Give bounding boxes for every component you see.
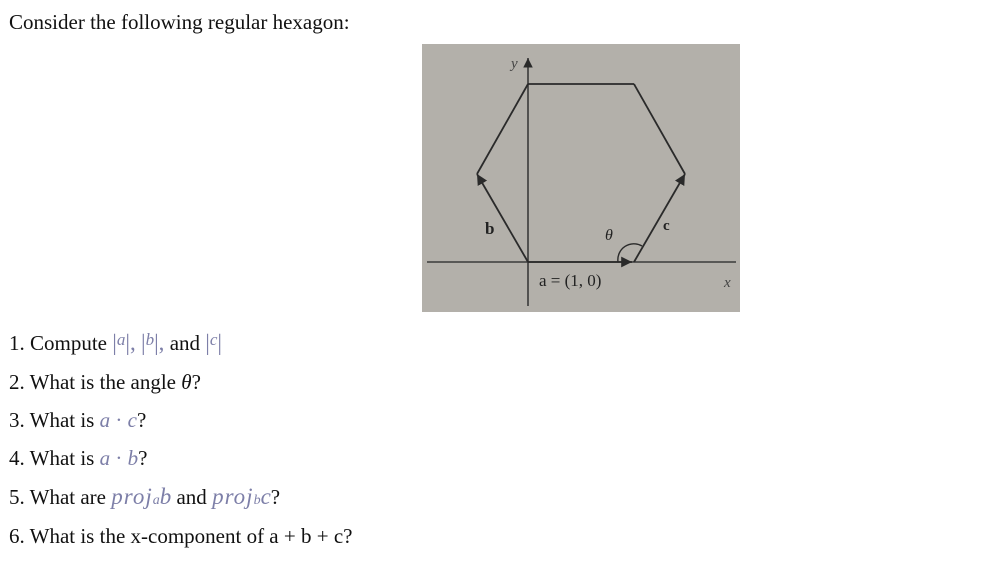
hexagon-upper-right-edge [634,84,685,174]
question-6: 6. What is the x-component of a + b + c? [9,524,353,548]
question-3: 3. What is a · c? [9,408,147,432]
intro-text: Consider the following regular hexagon: [9,10,350,34]
hexagon-upper-left-edge [477,84,528,174]
x-axis-label: x [724,275,731,291]
hexagon-figure [422,44,740,312]
c-label: c [663,218,670,234]
vector-b [477,174,528,262]
b-label: b [485,219,495,238]
theta-label: θ [605,227,613,244]
question-5: 5. What are projab and projbc? [9,484,281,509]
question-2: 2. What is the angle θ? [9,370,201,394]
a-label: a = (1, 0) [539,271,602,290]
vector-c [634,174,685,262]
y-axis-label: y [511,56,518,72]
question-1: 1. Compute $|^a|$, $|^b|$, and $|^c|$ [9,330,223,355]
question-4: 4. What is a · b? [9,446,148,470]
